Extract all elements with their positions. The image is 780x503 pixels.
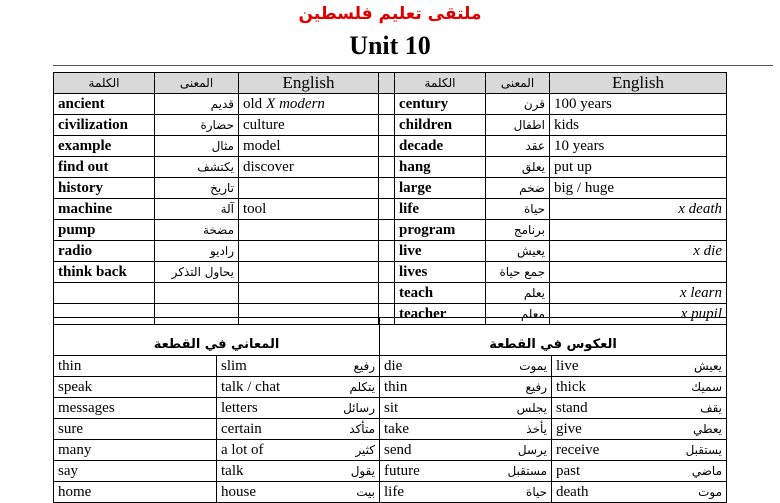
passage-row <box>54 461 727 482</box>
english-word: thick <box>556 378 587 395</box>
vocab-english <box>239 136 379 157</box>
vocabulary-table <box>53 72 727 325</box>
passage-row <box>54 398 727 419</box>
vocab-english <box>239 178 379 199</box>
vocab-word: lives <box>395 262 486 283</box>
vocab-word: teach <box>395 283 486 304</box>
arabic-word: يعيش <box>693 359 723 373</box>
vocab-word: life <box>395 199 486 220</box>
vocab-english <box>550 157 727 178</box>
vocab-meaning: يحاول التذكر <box>155 262 239 283</box>
vocab-meaning: مضخة <box>155 220 239 241</box>
header-arabic-word: الكلمة <box>54 73 155 94</box>
antonym-opposite <box>552 461 727 482</box>
vocab-english <box>550 241 727 262</box>
antonym-opposite <box>552 482 727 503</box>
arabic-word: يقف <box>700 401 723 415</box>
vocab-row <box>54 157 727 178</box>
header-meaning: المعنى <box>486 73 550 94</box>
vocab-meaning: ضخم <box>486 178 550 199</box>
english-word: thin <box>384 378 408 395</box>
arabic-word: يموت <box>519 359 548 373</box>
passage-row <box>54 419 727 440</box>
vocab-meaning: حياة <box>486 199 550 220</box>
vocab-row <box>54 199 727 220</box>
antonym-opposite <box>552 419 727 440</box>
english-word: life <box>384 483 405 500</box>
vocab-meaning: قديم <box>155 94 239 115</box>
vocab-meaning: تاريخ <box>155 178 239 199</box>
english-word: stand <box>556 399 588 416</box>
english-word: a lot of <box>221 441 264 458</box>
column-gap <box>379 283 395 304</box>
header-english: English <box>550 73 727 94</box>
synonym-word <box>54 398 217 419</box>
vocab-word: example <box>54 136 155 157</box>
vocab-english <box>550 178 727 199</box>
english-equivalent: tool <box>243 200 267 217</box>
english-word: home <box>58 483 92 500</box>
opposite-note: x learn <box>679 284 722 301</box>
english-equivalent: old <box>243 95 263 112</box>
vocab-word: teacher <box>395 304 486 325</box>
antonyms-heading: العكوس في القطعة <box>380 318 727 356</box>
english-word: speak <box>58 378 93 395</box>
opposite-note: X modern <box>266 95 325 112</box>
vocab-meaning: عقد <box>486 136 550 157</box>
english-word: sure <box>58 420 83 437</box>
vocab-meaning: راديو <box>155 241 239 262</box>
english-equivalent: 100 years <box>554 95 612 112</box>
english-word: give <box>556 420 582 437</box>
vocab-meaning: مثال <box>155 136 239 157</box>
passage-row <box>54 356 727 377</box>
vocab-row <box>54 283 727 304</box>
english-word: talk / chat <box>221 378 281 395</box>
synonym-meaning <box>217 482 380 503</box>
antonym-opposite <box>552 377 727 398</box>
arabic-word: يقول <box>350 464 376 478</box>
column-gap <box>379 115 395 136</box>
opposite-note: x die <box>693 242 722 259</box>
antonym-word <box>380 461 552 482</box>
opposite-note: x death <box>678 200 722 217</box>
synonym-meaning <box>217 440 380 461</box>
english-word: thin <box>58 357 82 374</box>
vocab-word: pump <box>54 220 155 241</box>
english-word: receive <box>556 441 600 458</box>
passage-words-table <box>53 317 727 503</box>
column-gap <box>379 136 395 157</box>
antonym-word <box>380 377 552 398</box>
vocab-english <box>239 94 379 115</box>
arabic-word: يتكلم <box>349 380 376 394</box>
english-equivalent: model <box>243 137 281 154</box>
synonym-meaning <box>217 398 380 419</box>
antonym-word <box>380 356 552 377</box>
vocab-row <box>54 220 727 241</box>
vocab-english <box>239 157 379 178</box>
arabic-word: رفيع <box>353 359 376 373</box>
english-word: past <box>556 462 581 479</box>
antonym-word <box>380 419 552 440</box>
vocab-meaning: يعلم <box>486 283 550 304</box>
arabic-word: رفيع <box>525 380 548 394</box>
header-meaning: المعنى <box>155 73 239 94</box>
vocab-english <box>550 94 727 115</box>
vocab-english <box>239 115 379 136</box>
vocab-english <box>239 220 379 241</box>
vocab-english <box>239 199 379 220</box>
header-arabic-word: الكلمة <box>395 73 486 94</box>
antonym-word <box>380 440 552 461</box>
vocab-word: live <box>395 241 486 262</box>
arabic-word: كثير <box>355 443 376 457</box>
english-word: sit <box>384 399 399 416</box>
vocab-english <box>550 262 727 283</box>
vocab-word: machine <box>54 199 155 220</box>
vocab-english <box>550 115 727 136</box>
english-word: future <box>384 462 420 479</box>
vocab-word: children <box>395 115 486 136</box>
passage-row <box>54 440 727 461</box>
column-gap <box>379 157 395 178</box>
synonym-word <box>54 461 217 482</box>
synonym-meaning <box>217 461 380 482</box>
arabic-word: حياة <box>526 485 548 499</box>
vocab-word: large <box>395 178 486 199</box>
vocab-meaning: معلم <box>486 304 550 325</box>
header-english: English <box>239 73 379 94</box>
vocab-meaning: حضارة <box>155 115 239 136</box>
column-gap <box>379 178 395 199</box>
synonyms-heading: المعاني في القطعة <box>54 318 380 356</box>
english-word: house <box>221 483 256 500</box>
vocab-meaning: جمع حياة <box>486 262 550 283</box>
vocab-word: radio <box>54 241 155 262</box>
arabic-word: يأخذ <box>526 422 548 436</box>
column-gap <box>379 199 395 220</box>
english-word: talk <box>221 462 244 479</box>
vocab-row <box>54 178 727 199</box>
column-gap <box>379 73 395 94</box>
column-gap <box>379 220 395 241</box>
vocab-english <box>239 241 379 262</box>
vocab-english <box>239 283 379 304</box>
english-word: death <box>556 483 589 500</box>
column-gap <box>379 241 395 262</box>
antonym-opposite <box>552 440 727 461</box>
arabic-word: سميك <box>691 380 723 394</box>
synonym-word <box>54 356 217 377</box>
vocab-english <box>550 220 727 241</box>
column-gap <box>379 94 395 115</box>
arabic-word: يستقبل <box>685 443 723 457</box>
synonym-meaning <box>217 356 380 377</box>
vocab-english <box>239 262 379 283</box>
antonym-opposite <box>552 356 727 377</box>
arabic-word: يجلس <box>516 401 548 415</box>
page-title: Unit 10 <box>349 31 431 60</box>
vocab-meaning: قرن <box>486 94 550 115</box>
arabic-word: موت <box>698 485 723 499</box>
passage-row <box>54 377 727 398</box>
english-word: messages <box>58 399 115 416</box>
english-word: many <box>58 441 92 458</box>
vocab-meaning <box>155 283 239 304</box>
vocab-word: think back <box>54 262 155 283</box>
synonym-word <box>54 440 217 461</box>
vocab-word: hang <box>395 157 486 178</box>
english-word: send <box>384 441 412 458</box>
vocab-word: find out <box>54 157 155 178</box>
antonym-word <box>380 482 552 503</box>
vocab-meaning: يكتشف <box>155 157 239 178</box>
english-equivalent: 10 years <box>554 137 605 154</box>
arabic-word: يعطي <box>693 422 723 436</box>
passage-header-row <box>54 318 727 356</box>
english-word: take <box>384 420 409 437</box>
vocab-meaning: اطفال <box>486 115 550 136</box>
vocab-english <box>550 283 727 304</box>
divider <box>53 65 773 66</box>
english-equivalent: culture <box>243 116 285 133</box>
antonym-word <box>380 398 552 419</box>
site-header: ملتقى تعليم فلسطين <box>298 4 482 24</box>
english-word: live <box>556 357 579 374</box>
vocab-word: ancient <box>54 94 155 115</box>
opposite-note: x pupil <box>680 305 722 322</box>
synonym-meaning <box>217 419 380 440</box>
synonym-word <box>54 419 217 440</box>
english-word: slim <box>221 357 247 374</box>
english-equivalent: put up <box>554 158 592 175</box>
english-equivalent: discover <box>243 158 294 175</box>
vocab-word: decade <box>395 136 486 157</box>
arabic-word: بيت <box>356 485 376 499</box>
arabic-word: متأكد <box>349 422 376 436</box>
vocab-meaning: آلة <box>155 199 239 220</box>
vocab-row <box>54 136 727 157</box>
english-word: certain <box>221 420 262 437</box>
vocab-row <box>54 115 727 136</box>
synonym-word <box>54 482 217 503</box>
vocab-english <box>550 136 727 157</box>
arabic-word: يرسل <box>517 443 548 457</box>
english-word: letters <box>221 399 258 416</box>
antonym-opposite <box>552 398 727 419</box>
vocab-row <box>54 241 727 262</box>
vocab-word: program <box>395 220 486 241</box>
column-gap <box>379 262 395 283</box>
synonym-meaning <box>217 377 380 398</box>
vocab-meaning: يعلق <box>486 157 550 178</box>
english-equivalent: kids <box>554 116 580 133</box>
vocab-meaning: يعيش <box>486 241 550 262</box>
vocab-word: history <box>54 178 155 199</box>
vocab-row <box>54 94 727 115</box>
arabic-word: مستقبل <box>507 464 548 478</box>
arabic-word: رسائل <box>343 401 376 415</box>
passage-row <box>54 482 727 503</box>
english-word: die <box>384 357 403 374</box>
synonym-word <box>54 377 217 398</box>
arabic-word: ماضي <box>691 464 723 478</box>
english-word: say <box>58 462 78 479</box>
vocab-word: century <box>395 94 486 115</box>
vocab-row <box>54 262 727 283</box>
english-equivalent: big / huge <box>554 179 614 196</box>
vocab-word <box>54 283 155 304</box>
vocab-header-row <box>54 73 727 94</box>
vocab-word: civilization <box>54 115 155 136</box>
vocab-meaning: برنامج <box>486 220 550 241</box>
vocab-english <box>550 199 727 220</box>
